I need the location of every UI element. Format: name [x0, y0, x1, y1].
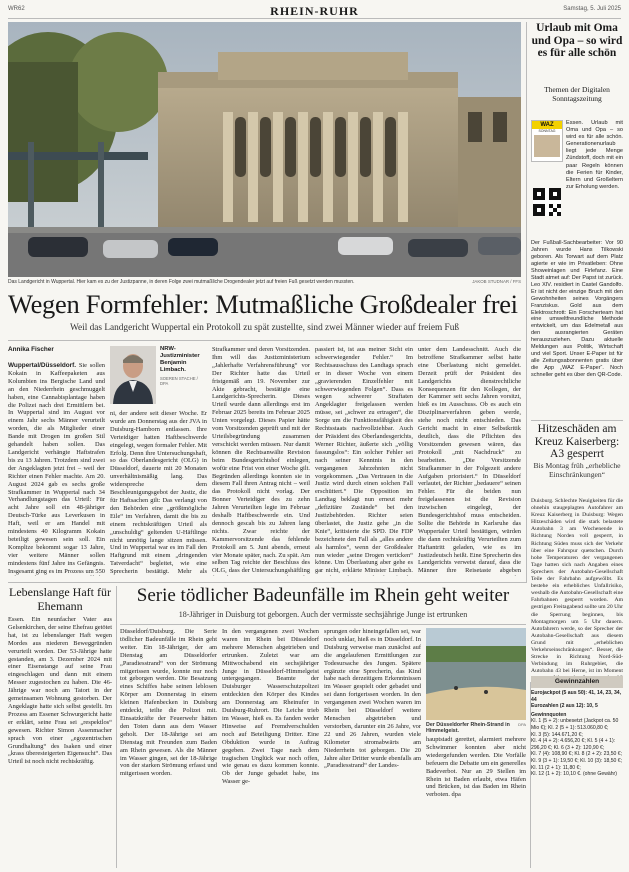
portrait-caption: NRW-Justizminister Benjamin Limbach.	[160, 346, 200, 373]
lotto-line-4: Kl. 1 (5 + 2): unbesetzt (Jackpot ca. 50 Mio €); Kl. 2 (5 + 1): 513.060,80 €;	[531, 718, 619, 731]
sidebar-kicker-sub: Themen der Digitalen Sonntagszeitung	[544, 85, 610, 103]
lotto-box	[531, 676, 623, 872]
lead-subhead: Weil das Landgericht Wuppertal ein Protokoll zu spät zustellte, sind zwei Männer wieder auf freiem Fuß	[69, 323, 460, 333]
life-divider	[116, 586, 117, 868]
limbach-portrait	[110, 346, 156, 404]
lotto-line-1: Eurojackpot (5 aus 50): 41, 14, 23, 34, 44	[531, 690, 622, 703]
lotto-line-7: Kl. 7 (4): 108,90 €; Kl. 8 (2 + 2): 23,50 €;	[531, 751, 623, 758]
main-photo-credit: JAKOB STUDNAR / FFS	[472, 279, 521, 284]
courthouse-photo	[8, 22, 521, 277]
lead-rule	[8, 340, 521, 341]
lead-column-1	[8, 362, 105, 576]
rhine-subhead: 18-Jähriger in Duisburg tot geborgen. Auch der vermisste sechsjährige Junge ist ertrunken	[178, 610, 468, 619]
qr-code[interactable]	[533, 188, 561, 216]
rhine-beach-photo	[426, 628, 526, 720]
portrait-box	[110, 346, 207, 406]
section-title: RHEIN-RUHR	[270, 4, 359, 18]
rhine-column-1: Düsseldorf/Duisburg. Die Serie tödlicher Badeunfälle im Rhein geht weiter. Ein 18-Jähriger, der am Dienstag am Düsseldorfer „Paradiesstrand“ von der Strömung mitgerissen wurde, konnte nur noch tot geborgen werden. Die Besatzung eines Schiffes habe seinen leblosen Körper am Donnerstag in einem kleinen Hafenbecken in Duisburg entdeckt, teilte die Polizei mit. Einsatzkräfte der Feuerwehr hätten den Toten dann aus dem Wasser geholt. Der 18-Jährige sei am Dienstag mit Freunden zum Baden am Rhein gewesen. Als die Männer im Wasser gingen, sei der 18-Jährige von der starken Strömung erfasst und mitgerissen worden.	[120, 628, 217, 778]
lead-column-3: Strafkammer und deren Vorsitzenden. Ihm will das Justizministerium „Jahlerhafte Verfahrensführung“ vor Der Richter hatte das Urteil fristgemäß am 19. November zur Akte gebracht, bestätigte eine Landgerichts-Sprecherin. Dieses Urteil wurde dann allerdings erst im Februar 2025 bereits im Februar 2025 Unten vorgelegt. Dieses Papier hätte vom Vorsitzenden geprüft und mit der Urteilsbegründung zusammen verschickt werden müssen. Nur damit können die Rechtsanwälte Revision beim Bundesgerichtshof einlegen, wofür eine Frist von einer Woche gilt. Begründen allerdings konnten sie in diesem Fall ihren Antrag nicht – weil das Protokoll nicht vorlag. Der Bonner Verteidiger des zu zehn Jahren Verurteilten legte im Februar deshalb Haftbeschwerde ein. Und dennoch gescah bis zu Jahren lang nichts. Zwar reichte der Kammervorsitzende das fehlende Protokoll am 5. Juni abends, erneut vier Monate später, nach. Zu spät. Am selben Tag reichte der Beschluss des OLG, dass der Untersuchungshäftling	[212, 346, 310, 575]
lower-rule	[8, 582, 527, 583]
rhine-column-3: sprungen oder hineingefallen sei, war noch unklar, hieß es in Düsseldorf. In Duisburg verweise man zunächst auf die angelaufenen Ermittlungen zur Todesursache des Jungen. Spätere ergänzte eine Sprecherin, das Kind habe nach derzeitigem Erkenntnissen im Wasser gespielt oder gebadet und sei dann fortgerissen worden. In den vergangenen zwei Wochen waren im Rhein bei Düsseldorf weitere Menschen abgetrieben und verstorben, darunter ein 26 Jahre, vor 22 und 26 Jahren, wurden viele Kilometer stromabwärts am Niederrhein tot geborgen. Die 20 Jahre alter Dritter wurde ebenfalls am „Paradiesstrand“ der Landes-	[324, 628, 421, 770]
masthead-rule	[8, 18, 621, 19]
waz-cover-image	[534, 135, 560, 157]
lead-column-2: ni, der andere seit dieser Woche. Er wurde am Donnerstag aus der JVA in Duisburg-Hamborn entlassen. Ihre Verteidiger hatten Haftbeschwerde eingelegt, wegen formaler Fehler. Mit Erfolg. Denn ihre Untersuchungshaft, so das Oberlandesgericht (OLG) in Düsseldorf, dauerte mit 20 Monaten unverhältnismäßig lang. Das widerspreche dem Beschleunigungsgebot der Justiz, die für Haftsachen gilt: Das verlangt von den Behörden eine „größtmögliche Eile“ im Verfahren, damit die bis zu einem rechtskräftigen Urteil als „unschuldig“ geltenden U-Häftlinge nicht unnötig lange sitzen müssen. Und in Wuppertal war es im Fall den Haftgrund mit einem „dringenden Tatverdacht“ begleitet, wie eine Sprecherin bestätigt. Mehr als	[110, 410, 207, 576]
rhine-column-2: In den vergangenen zwei Wochen waren im Rhein bei Düsseldorf mehrere Menschen abgetrieben und ertrunken. Zuletzt war am Mittwochabend ein sechsjähriger Junge in Düsseldorf-Himmelgeist untergegangen. Beamte der Duisburger Wasserschutzpolizei entdeckten den Körper des Kindes am Donnerstag am Rheinufer in Duisburg-Ruhrort. Die Leiche trieb im Wasser, hieß es. Es fanden weder Hinweise auf Fremdverschulden noch auf Beteiligung Dritter. Eine Obduktion wurde in Auftrag gegeben. Zwei Tage nach dem tragischen Unglück war noch offen, wie genau es dazu kommen konnte. Ob der Junge gebadet habe, ins Wasser ge-	[222, 628, 319, 786]
waz-sub: SONNTAG	[538, 129, 556, 133]
lotto-line-10: Kl. 12 (1 + 2): 10,10 €. (ohne Gewähr)	[531, 771, 617, 778]
rhine-photo-caption: Der Düsseldorfer Rhein-Strand in Himmelgeist.	[426, 722, 510, 734]
lead-column-4: passiert ist, ist aus meiner Sicht ein schwerwiegender Fehler.“ Im Rechtsausschuss des Landtags sprach er in dieser Woche von einem „gravierenden Einzelfehler mit schwerwiegenden Folgen“. Dass es wegen schwerer Straftaten Angeklagter freigelassen werden müsse, sei „schwer zu ertragen“, die Sorge um die Funktionsfähigkeit des Rechtsstaats nachvollziehbar. Auch der Präsident des Oberlandesgerichts, Werner Richter, äußerte sich „völlig fassungslos“: Ein solcher Fehler sei nach seiner Kenntnis in den vergangenen Jahrzehnten nicht vorgekommen. „Das Vertrauen in die Justiz wird durch einen solchen Fall erschüttert.“ Die Opposition im Landtag beklagt nun erneut mehr „defizitäre Zustände“ bei den Justizbehörden. Richter seien überlastet, die Justiz gehe „in die Knie“, kritisierte die SPD. Die FDP bezeichnete den Fall als „alles andere als harmlos“, wenn der Großdealer nun wieder „seine Drogen verticken“ könne. Um Überlastung aber gehe es gar nicht, erklärte Minister Limbach.	[315, 346, 413, 575]
lotto-title: Gewinnzahlen	[531, 676, 623, 688]
lotto-line-5: Kl. 3 (5): 144.671,20 €;	[531, 731, 583, 738]
traffic-text: Duisburg. Schlechte Neuigkeiten für die ohnehin staugeplagten Autofahrer am Kreuz Kaiserberg in Duisburg: Wegen Hitzeschäden wird die stark belastete Autobahn 3 am Wochenende in Richtung Norden voll gesperrt, in Richtung Süden muss sich der Verkehr über eine Fahrspur quetschen. Durch hohe Temperaturen der vergangenen Tage hatten sich nach Angaben eines Sprechers der Autobahn-Gesellschaft Teile der Fahrbahn aufgewölbt. Es bestehe ein erhebliches Unfallrisiko, weshalb die Autobahn-Gesellschaft eine Fahrbahnen gesperrt worden. Am gestrigen Freitagabend sollte um 20 Uhr die Sperrung beginnen, bis Montagmorgen um 5 Uhr dauern. Autofahrern werde, so der Sprecher der Autobahn-Gesellschaft aus diesem Grund mit „erheblichen Verkehrseinschränkungen“. Besser, die Strecke in Richtung Nord-Süd-Verbindung im Ruhrgebiet, die Autobahn 43 bei Herne, ist im Moment	[531, 498, 623, 675]
life-text: Essen. Ein neunfacher Vater aus Gelsenkirchen, der seine Ehefrau getötet hat, ist zu lebenslanger Haft wegen Mordes aus niederen Beweggründen verurteilt worden. Der 53-Jährige hatte gestanden, am 3. Dezember 2024 mit einer Eisenstange auf seine Frau eingeschlagen und dann mit einem Messer zugestochen zu haben. Die 46-Jährige war noch am Tatort in der gemeinsamen Wohnung gestorben. Der Angeklagte hatte sich selbst gestellt. Im Prozess am Essener Schwurgericht hatte er erklärt, seine Frau sei „respektlos“ gewesen. Richter Simon Assenmacher sprach von einer „egozentrischen Grundhaltung“ des Isaken und einer „krass überesteigerten Eigensucht“. Das Urteil ist noch nicht rechtskräftig.	[8, 616, 112, 766]
qr-code-icon	[533, 188, 561, 216]
waz-logo: WAZ	[532, 121, 562, 129]
lotto-line-6: Kl. 4 (4 + 2): 4.656,20 €; Kl. 5 (4 + 1): 296,20 €; Kl. 6 (3 + 2): 120,90 €;	[531, 738, 616, 751]
sidebar-teaser: Essen. Urlaub mit Oma und Opa – so wird es für alle schön. Generationenurlaub liegt jede Menge Zündstoff, doch mit ein paar Regeln können die Ferien für Kinder, Eltern und Großeltern zur Erholung werden.	[566, 120, 623, 190]
lotto-line-2: Eurozahlen (2 aus 12): 10, 5	[531, 703, 598, 710]
page-number: WR62	[8, 6, 25, 12]
traffic-rule	[531, 420, 623, 421]
main-photo-caption: Das Landgericht in Wuppertal. Hier kam es zu der Justizpanne, in deren Folge zwei mutmaßliche Drogendealer jetzt auf freien Fuß gesetzt werden mussten.	[8, 279, 355, 285]
main-photo	[8, 22, 521, 277]
lead-headline: Wegen Formfehler: Mutmaßliche Großdealer frei	[8, 289, 518, 319]
sidebar-divider	[526, 22, 527, 582]
lead-column-5: unter dem Landesschnitt. Auch die betroffene Strafkammer selbst hatte eine Überlastung nicht gemeldet. Derzeit prüft der Präsident des Landgerichts dienstrechtliche Konsequenzen für den Kollegen, der der Kammer seit sechs Jahren vorsitzt, hieß es im Ausschuss. Ob es auch ein Disziplinarverfahren geben werde, stehe noch nicht entschieden. Das Gericht macht in einer Selbstkritik deutlich, dass die Pflichten des Vorsitzenden gewesen wären, das Protokoll „mit Nachdruck“ zu bearbeiten. „Die Vorsitzende Strafkammer in der Folgezeit andere Aufgaben priorisiert.“ In Düsseldorf verlautet, der Richter „bedauere“ seinen Fehler. Für die beiden nun freigelassenen ist die Revision inzwischen eingelegt, der Bundesgerichtshof muss entscheiden. Sollte die Behörde in Karlsruhe das Wuppertaler Urteil bestätigen, würden die dann rechtskräftig Verurteilten zum Haftantritt geladen, wie es im Justizdeutsch heißt. Eine Sprecherin des Landgerichts verweist darauf, dass die Männer ihre Reisetaste abgeben	[418, 346, 521, 575]
issue-date: Samstag, 5. Juli 2025	[563, 6, 621, 12]
lotto-line-9: Kl. 11 (2 + 1): 11,80 €;	[531, 764, 581, 771]
traffic-headline: Hitzeschäden am Kreuz Kaiserberg: A3 gesperrt	[534, 423, 620, 460]
rhine-rule	[120, 624, 526, 625]
portrait-credit: SOEREN STACHE / DPA	[160, 376, 198, 386]
sidebar-bullets: Der Fußball-Sachbearbeiter: Vor 90 Jahren wurde Hans Tilkowski geboren. Als Torwart auf dem Platz agierte er wie im Privatleben: Ohne Showeinlagen und Firlefanz. Eine Stadt atmet auf: Der Papst ist zurück. Leo XIV. residiert in Castel Gandolfo. Er ist nicht der einzige Bruch mit den Gewohnheiten seines Vorgängers Franziskus. Gold aus dem Elektroschrott: Ein Forscherteam hat eine umweltfreundliche Methode entwickelt, um das Edelmetall aus den ausrangierten Geräten herauszuziehen. Dazu aktuelle Meldungen aus Politik, Wirtschaft und viel Sport. Unser E-Paper ist für alle Zeitungsabonnenten gratis über die App „WAZ E-Paper“. Noch schneller geht es über den QR-Code.	[531, 240, 623, 379]
waz-cover	[531, 120, 563, 162]
rhine-headline: Serie tödlicher Badeunfälle im Rhein geht weiter	[136, 585, 510, 606]
rhine-photo-credit: DPA	[518, 722, 526, 727]
life-headline: Lebenslange Haft für Ehemann	[9, 585, 111, 613]
traffic-subhead: Bis Montag früh „erhebliche Einschränkungen“	[533, 461, 621, 479]
lotto-line-3: Gewinnquoten	[531, 711, 567, 718]
rhine-photo	[426, 628, 526, 720]
lotto-line-8: Kl. 9 (3 + 1): 19,50 €; Kl. 10 (3): 18,50 €;	[531, 757, 623, 764]
lead-author: Annika Fischer	[8, 346, 54, 353]
sidebar-kicker: Urlaub mit Oma und Opa – so wird es für alle schön	[531, 22, 623, 59]
lead-col1-text: Sie sollen Kokain in Kaffeepaketen aus Kolumbien ins Bergische Land und an den Niederrhein geschmuggelt haben, eine Cannabisplantage haben die Polizei nach drei Ermittlern bei. In Wuppertal sind im August vor einem Jahr sechs Männer verurteilt worden, die als Mitglieder einer Bande mit Drogen im großen Stil gehandelt haben sollen. Das Landgericht verhängte Haftstrafen bis zu 13 Jahren. Trotzdem sind zwei der Angeklagten jetzt frei – weil der Richter einen Fehler machte. Am 20. August 2024 gab es sechs große Strafkammer in Wuppertal nach 34 Verhandlungstagen das Urteil: Für acht Jahre soll ein 48-jähriger Deutsch-Türke aus Leverkusen in Haft, weil er am Handel mit mindestens 40 Kilogramm Kokain beteiligt gewesen sein soll. Ein Komplize bekommt sogar 13 Jahre, vier weitere Männer sollen mindestens fünf Jahre ins Gefängnis. Insgesamt ging es im Prozess um 550	[8, 362, 105, 575]
rhine-column-4: hauptstadt gerettet, alarmiert mehrere Schwimmer konnten aber nicht wiedergefunden werden. Die Vorfälle befeuern die Debatte um ein generelles Badeverbot. Nur an 29 Stellen im Rhein ist Baden erlaubt, etwa Häfen und Brücken, ist das Baden im Rhein verboten. dpa	[426, 736, 526, 799]
lead-dateline: Wuppertal/Düsseldorf.	[8, 362, 77, 369]
